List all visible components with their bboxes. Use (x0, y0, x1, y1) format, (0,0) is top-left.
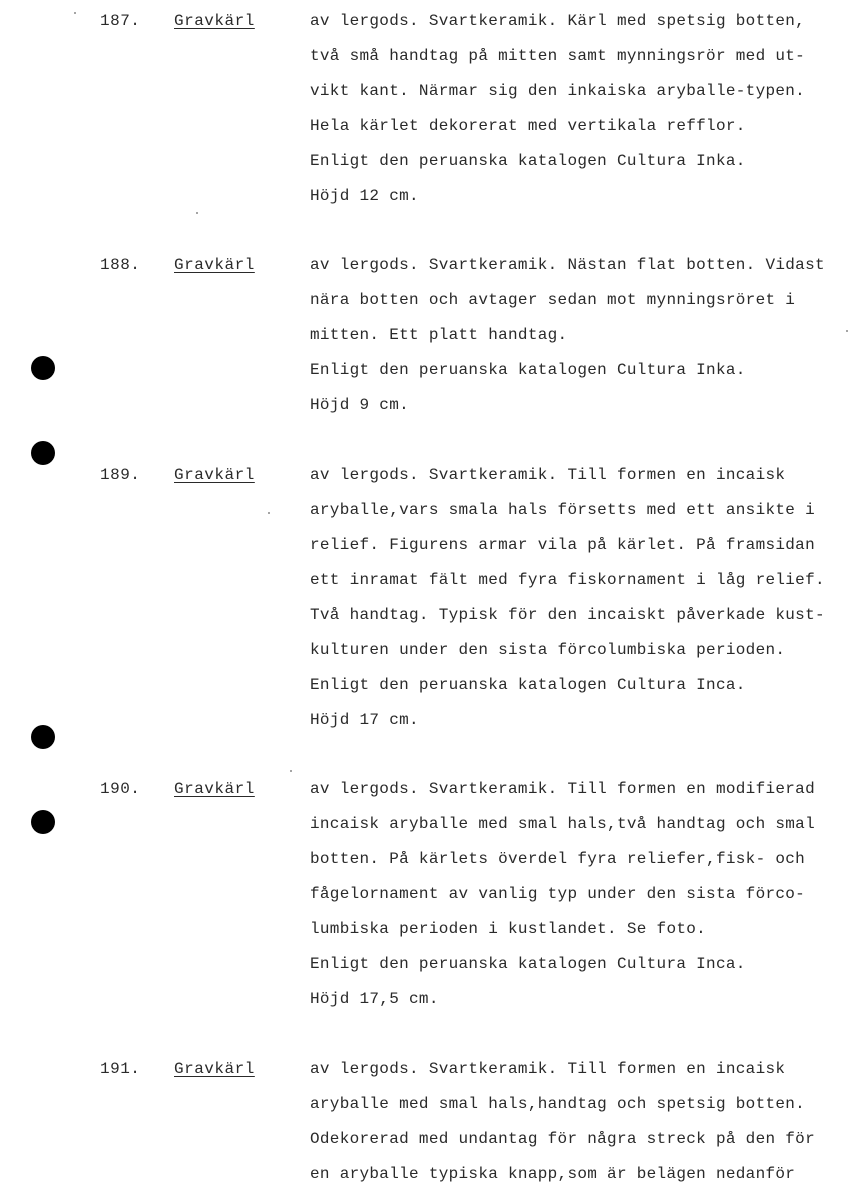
description-line: kulturen under den sista förcolumbiska perioden. (310, 641, 786, 659)
description-line: Enligt den peruanska katalogen Cultura Inca. (310, 955, 746, 973)
description-line: Höjd 9 cm. (310, 396, 410, 414)
punch-hole (31, 356, 55, 380)
entry-title: Gravkärl (174, 466, 255, 484)
entry-title: Gravkärl (174, 256, 255, 274)
description-line: av lergods. Svartkeramik. Till formen en incaisk (310, 466, 786, 484)
description-line: relief. Figurens armar vila på kärlet. På framsidan (310, 536, 815, 554)
description-line: Två handtag. Typisk för den incaiskt påverkade kust- (310, 606, 825, 624)
description-line: av lergods. Svartkeramik. Kärl med spetsig botten, (310, 12, 806, 30)
description-line: av lergods. Svartkeramik. Till formen en incaisk (310, 1060, 786, 1078)
description-line: två små handtag på mitten samt mynningsrör med ut- (310, 47, 806, 65)
entry-title: Gravkärl (174, 1060, 255, 1078)
entry-description (310, 1052, 855, 1192)
punch-hole (31, 441, 55, 465)
entry-number: 188. (100, 256, 141, 274)
description-line: Enligt den peruanska katalogen Cultura Inka. (310, 361, 746, 379)
punch-hole (31, 725, 55, 749)
entry-number: 187. (100, 12, 141, 30)
description-line: Höjd 17 cm. (310, 711, 419, 729)
description-line: Enligt den peruanska katalogen Cultura Inca. (310, 676, 746, 694)
entry-description (310, 772, 855, 1017)
punch-hole (31, 810, 55, 834)
description-line: lumbiska perioden i kustlandet. Se foto. (310, 920, 707, 938)
entry-title: Gravkärl (174, 12, 255, 30)
description-line: Hela kärlet dekorerat med vertikala refflor. (310, 117, 746, 135)
description-line: mitten. Ett platt handtag. (310, 326, 568, 344)
scan-speck (290, 770, 292, 772)
description-line: aryballe med smal hals,handtag och spetsig botten. (310, 1095, 806, 1113)
entry-number: 189. (100, 466, 141, 484)
description-line: botten. På kärlets överdel fyra reliefer,fisk- och (310, 850, 806, 868)
description-line: fågelornament av vanlig typ under den sista förco- (310, 885, 806, 903)
description-line: Odekorerad med undantag för några streck på den för (310, 1130, 815, 1148)
entry-number: 190. (100, 780, 141, 798)
description-line: nära botten och avtager sedan mot mynningsröret i (310, 291, 796, 309)
description-line: vikt kant. Närmar sig den inkaiska aryballe-typen. (310, 82, 806, 100)
entry-description (310, 248, 855, 423)
entry-number: 191. (100, 1060, 141, 1078)
description-line: aryballe,vars smala hals försetts med ett ansikte i (310, 501, 815, 519)
description-line: Höjd 17,5 cm. (310, 990, 439, 1008)
description-line: Höjd 12 cm. (310, 187, 419, 205)
description-line: av lergods. Svartkeramik. Nästan flat botten. Vidast (310, 256, 825, 274)
entry-description (310, 458, 855, 738)
scan-speck (268, 512, 270, 514)
description-line: av lergods. Svartkeramik. Till formen en modifierad (310, 780, 815, 798)
entry-title: Gravkärl (174, 780, 255, 798)
description-line: incaisk aryballe med smal hals,två handtag och smal (310, 815, 815, 833)
description-line: Enligt den peruanska katalogen Cultura Inka. (310, 152, 746, 170)
entry-description (310, 4, 855, 214)
scan-speck (74, 12, 76, 14)
description-line: ett inramat fält med fyra fiskornament i låg relief. (310, 571, 825, 589)
description-line: en aryballe typiska knapp,som är belägen nedanför (310, 1165, 796, 1183)
scan-speck (196, 212, 198, 214)
